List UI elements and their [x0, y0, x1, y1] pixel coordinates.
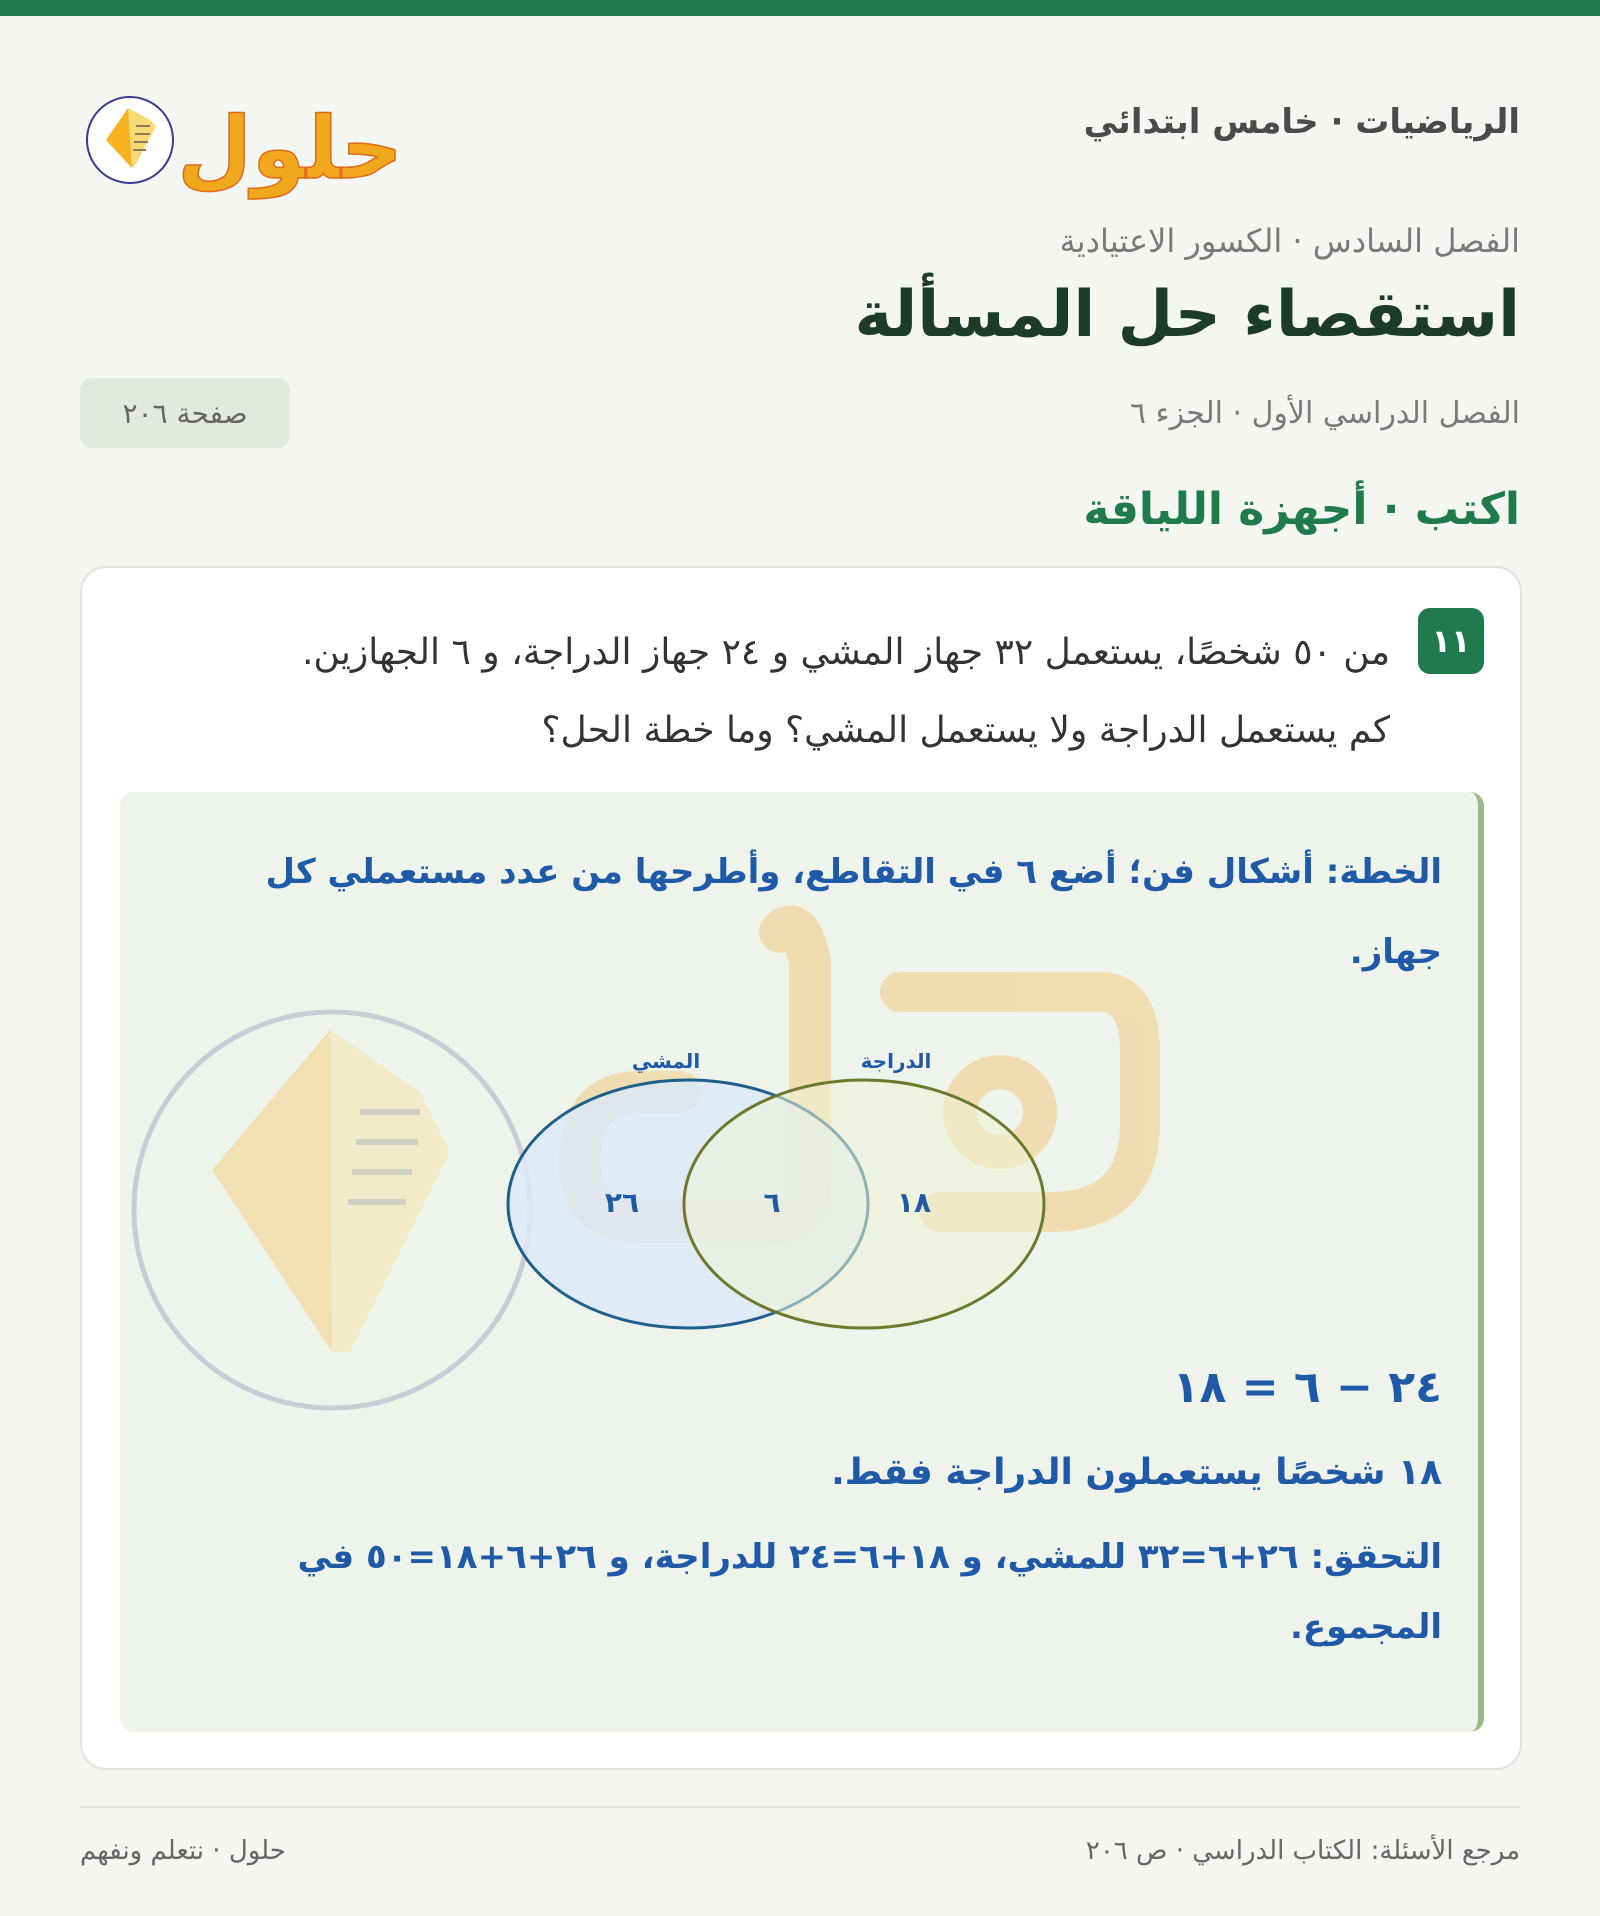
venn-diagram [500, 1012, 1100, 1352]
section-title: اكتب · أجهزة اللياقة [1083, 484, 1520, 535]
footer-reference: مرجع الأسئلة: الكتاب الدراسي · ص ٢٠٦ [1085, 1836, 1520, 1866]
venn-label-walking: المشي [631, 1049, 701, 1073]
logo-book-icon [87, 97, 173, 183]
venn-label-bike: الدراجة [860, 1049, 932, 1073]
solution-result: ١٨ شخصًا يستعملون الدراجة فقط. [831, 1452, 1442, 1493]
semester-label: الفصل الدراسي الأول · الجزء ٦ [1129, 396, 1520, 431]
chapter-label: الفصل السادس · الكسور الاعتيادية [1059, 222, 1520, 260]
subject-title: الرياضيات · خامس ابتدائي [1083, 102, 1520, 142]
page-header [80, 16, 1520, 216]
venn-value-walking-only: ٢٦ [604, 1186, 640, 1219]
lesson-title: استقصاء حل المسألة [854, 278, 1520, 352]
question-text [302, 614, 1390, 770]
solution-equation: ٢٤ − ٦ = ١٨ [1172, 1362, 1442, 1413]
venn-circle-bike [684, 1080, 1044, 1328]
logo-wordmark: حلول [177, 99, 403, 199]
solution-plan: الخطة: أشكال فن؛ أضع ٦ في التقاطع، وأطرحها من عدد مستعملي كل جهاز. [265, 852, 1442, 972]
question-line-2: كم يستعمل الدراجة ولا يستعمل المشي؟ وما خطة الحل؟ [541, 710, 1390, 751]
venn-value-bike-only: ١٨ [896, 1186, 932, 1219]
venn-value-intersection: ٦ [763, 1186, 781, 1219]
top-accent-bar [0, 0, 1600, 16]
question-card [80, 566, 1522, 1770]
question-number-badge: ١١ [1418, 608, 1484, 674]
footer-divider [80, 1806, 1520, 1808]
page-number-badge: صفحة ٢٠٦ [80, 378, 290, 448]
solution-box [120, 792, 1484, 1732]
solution-check: التحقق: ٢٦+٦=٣٢ للمشي، و ١٨+٦=٢٤ للدراجة، و ٢٦+٦+١٨=٥٠ في المجموع. [297, 1537, 1442, 1647]
footer-brand: حلول · نتعلم ونفهم [80, 1836, 286, 1866]
question-line-1: من ٥٠ شخصًا، يستعمل ٣٢ جهاز المشي و ٢٤ جهاز الدراجة، و ٦ الجهازين. [301, 632, 1390, 673]
site-logo[interactable] [80, 68, 403, 199]
